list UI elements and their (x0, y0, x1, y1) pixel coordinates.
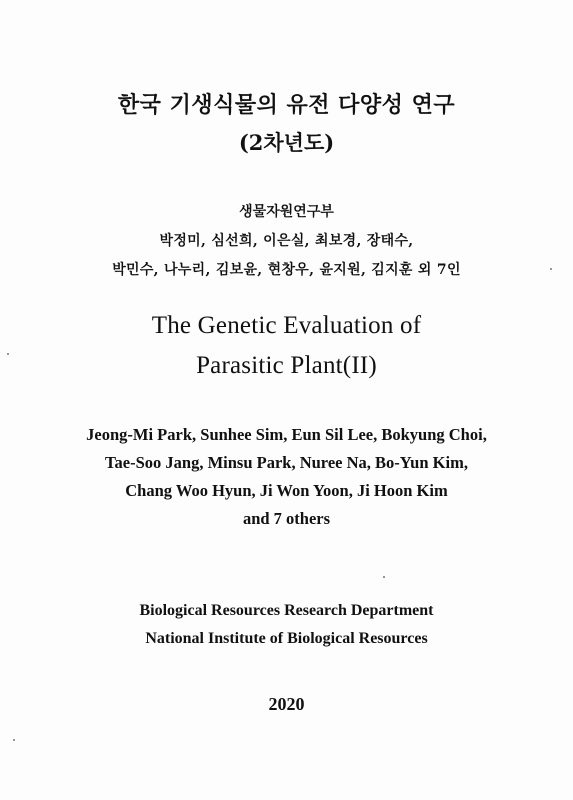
english-authors-line-3: Chang Woo Hyun, Ji Won Yoon, Ji Hoon Kim (125, 481, 448, 500)
english-authors-line-2: Tae-Soo Jang, Minsu Park, Nuree Na, Bo-Yun Kim, (105, 453, 468, 472)
scan-speck (383, 576, 385, 578)
korean-authors-line-1: 박정미, 심선희, 이은실, 최보경, 장태수, (159, 233, 414, 249)
english-department: Biological Resources Research Department (139, 602, 434, 619)
scan-speck (550, 268, 552, 270)
english-title-line-1: The Genetic Evaluation of (151, 312, 422, 339)
korean-title: 한국 기생식물의 유전 다양성 연구 (117, 92, 456, 118)
scan-speck (7, 353, 9, 355)
publication-year: 2020 (268, 694, 305, 714)
korean-department: 생물자원연구부 (239, 204, 334, 220)
english-title-line-2: Parasitic Plant(II) (196, 352, 377, 379)
english-authors-line-1: Jeong-Mi Park, Sunhee Sim, Eun Sil Lee, Bokyung Choi, (86, 425, 487, 444)
english-institute: National Institute of Biological Resources (145, 630, 428, 647)
korean-authors-line-2: 박민수, 나누리, 김보윤, 현창우, 윤지원, 김지훈 외 7인 (112, 262, 461, 278)
korean-subtitle: (2차년도) (238, 130, 335, 155)
scan-speck (13, 739, 15, 741)
english-authors-line-4: and 7 others (242, 509, 331, 528)
